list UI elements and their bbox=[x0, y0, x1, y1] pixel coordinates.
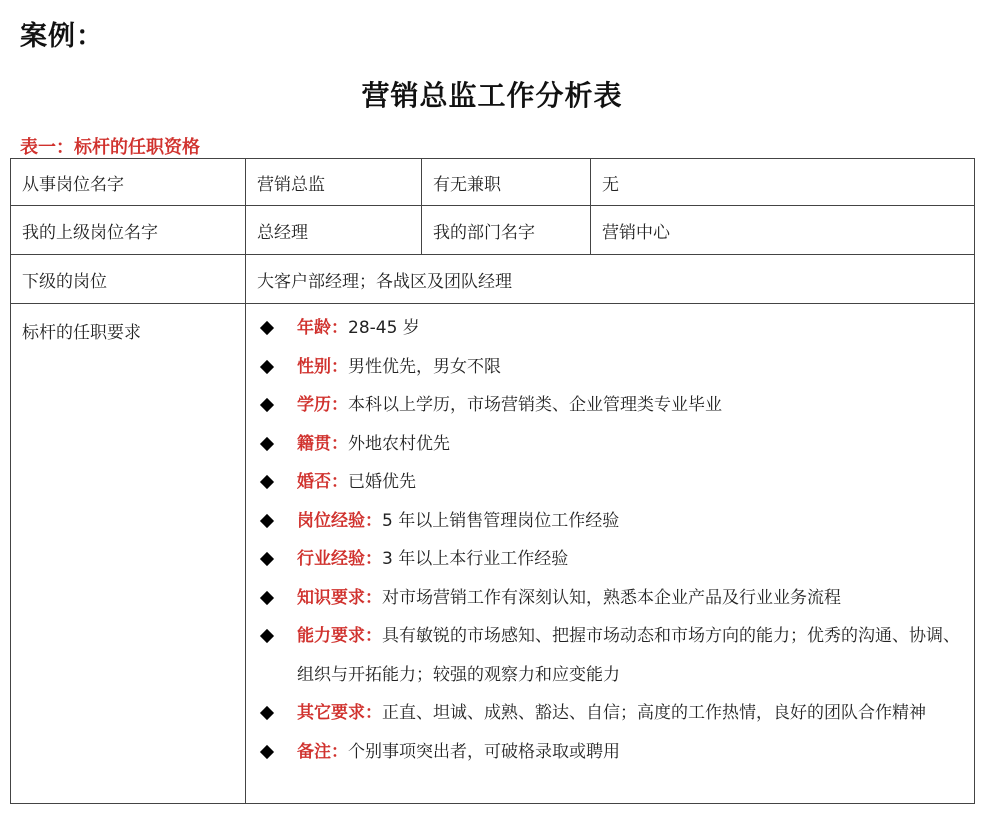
requirement-item bbox=[257, 540, 974, 579]
requirements-cell bbox=[246, 304, 975, 804]
position-name-value: 营销总监 bbox=[246, 159, 422, 206]
department-value: 营销中心 bbox=[591, 206, 975, 255]
requirement-label: 婚否： bbox=[297, 472, 348, 492]
diamond-bullet-icon bbox=[260, 475, 274, 489]
department-label: 我的部门名字 bbox=[422, 206, 591, 255]
diamond-bullet-icon bbox=[260, 513, 274, 527]
diamond-bullet-icon bbox=[260, 398, 274, 412]
requirement-value: 个别事项突出者，可破格录取或聘用 bbox=[348, 741, 620, 762]
diamond-bullet-icon bbox=[260, 552, 274, 566]
part-time-value: 无 bbox=[591, 159, 975, 206]
diamond-bullet-icon bbox=[260, 359, 274, 373]
requirement-item bbox=[257, 733, 974, 772]
superior-position-label: 我的上级岗位名字 bbox=[11, 206, 246, 255]
requirement-label: 其它要求： bbox=[297, 703, 382, 723]
superior-position-value: 总经理 bbox=[246, 206, 422, 255]
document-title: 营销总监工作分析表 bbox=[361, 79, 623, 112]
table-row-position bbox=[11, 159, 975, 206]
requirement-label: 备注： bbox=[297, 741, 348, 762]
requirement-label: 行业经验： bbox=[297, 549, 382, 569]
requirement-value: 外地农村优先 bbox=[348, 433, 450, 454]
requirement-value: 3 年以上本行业工作经验 bbox=[382, 549, 569, 569]
position-name-label: 从事岗位名字 bbox=[11, 159, 246, 206]
requirement-label: 籍贯： bbox=[297, 433, 348, 454]
case-heading: 案例： bbox=[20, 21, 104, 52]
requirement-value: 具有敏锐的市场感知、把握市场动态和市场方向的能力；优秀的沟通、协调、组织与开拓能力；较强的观察力和应变能力 bbox=[297, 626, 960, 685]
diamond-bullet-icon bbox=[260, 706, 274, 720]
requirement-item bbox=[257, 309, 974, 348]
requirement-value: 本科以上学历，市场营销类、企业管理类专业毕业 bbox=[348, 395, 722, 415]
requirement-item bbox=[257, 348, 974, 387]
diamond-bullet-icon bbox=[260, 321, 274, 335]
requirement-item bbox=[257, 463, 974, 502]
subordinate-positions-value: 大客户部经理；各战区及团队经理 bbox=[246, 255, 975, 304]
requirement-label: 能力要求： bbox=[297, 626, 382, 646]
requirement-item bbox=[257, 502, 974, 541]
requirement-value: 男性优先，男女不限 bbox=[348, 356, 501, 377]
requirement-item bbox=[257, 617, 974, 694]
diamond-bullet-icon bbox=[260, 629, 274, 643]
requirement-value: 正直、坦诚、成熟、豁达、自信；高度的工作热情，良好的团队合作精神 bbox=[382, 703, 926, 723]
requirement-value: 已婚优先 bbox=[348, 472, 416, 492]
requirement-item bbox=[257, 425, 974, 464]
requirement-item bbox=[257, 694, 974, 733]
requirement-item bbox=[257, 579, 974, 618]
table-caption: 表一：标杆的任职资格 bbox=[20, 137, 200, 158]
requirement-value: 28-45 岁 bbox=[348, 318, 420, 338]
requirement-label: 知识要求： bbox=[297, 587, 382, 608]
requirement-label: 岗位经验： bbox=[297, 510, 382, 531]
requirements-label: 标杆的任职要求 bbox=[11, 304, 246, 804]
table-row-subordinates bbox=[11, 255, 975, 304]
diamond-bullet-icon bbox=[260, 436, 274, 450]
requirement-item bbox=[257, 386, 974, 425]
table-row-superior bbox=[11, 206, 975, 255]
requirement-label: 性别： bbox=[297, 356, 348, 377]
requirement-value: 5 年以上销售管理岗位工作经验 bbox=[382, 510, 620, 531]
requirement-label: 学历： bbox=[297, 395, 348, 415]
diamond-bullet-icon bbox=[260, 590, 274, 604]
requirement-label: 年龄： bbox=[297, 318, 348, 338]
job-qualification-table bbox=[10, 158, 975, 804]
requirement-value: 对市场营销工作有深刻认知，熟悉本企业产品及行业业务流程 bbox=[382, 587, 841, 608]
part-time-label: 有无兼职 bbox=[422, 159, 591, 206]
subordinate-positions-label: 下级的岗位 bbox=[11, 255, 246, 304]
diamond-bullet-icon bbox=[260, 744, 274, 758]
table-row-requirements bbox=[11, 304, 975, 804]
requirements-list bbox=[257, 309, 974, 771]
